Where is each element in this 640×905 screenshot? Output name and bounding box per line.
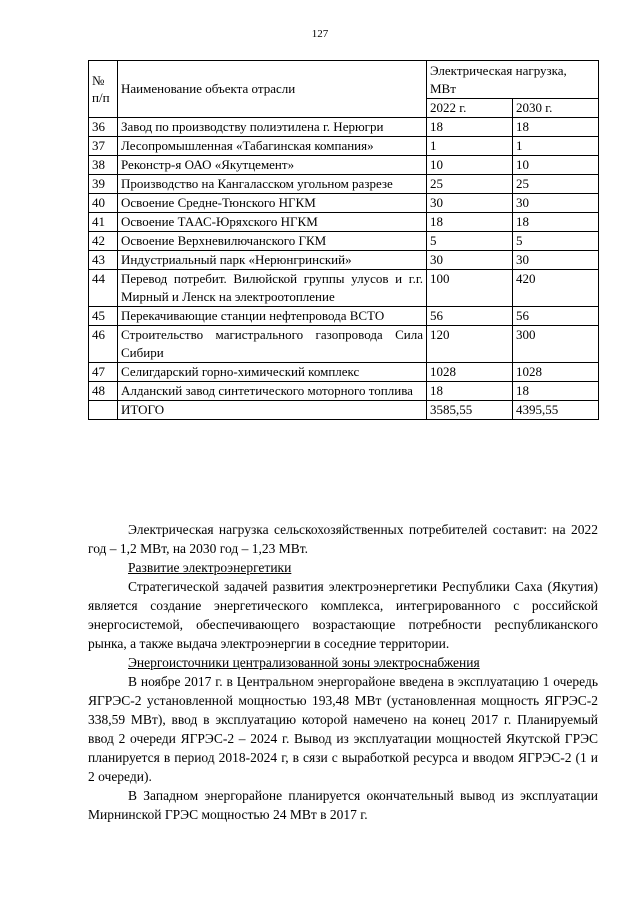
row-value-2022: 56 xyxy=(427,307,513,326)
row-value-2030: 1 xyxy=(513,137,599,156)
table-total-row xyxy=(89,401,599,420)
paragraph-western-region: В Западном энергорайоне планируется окончательный вывод из эксплуатации Мирнинской ГРЭС мощностью 24 МВт в 2017 г. xyxy=(88,788,598,822)
row-value-2022: 5 xyxy=(427,232,513,251)
table-row xyxy=(89,382,599,401)
row-num: 36 xyxy=(89,118,118,137)
heading-development: Развитие электроэнергетики xyxy=(128,560,292,575)
table-row xyxy=(89,137,599,156)
table-row xyxy=(89,194,599,213)
header-num: № п/п xyxy=(89,61,118,118)
row-name: Производство на Кангаласском угольном разрезе xyxy=(118,175,427,194)
row-num: 48 xyxy=(89,382,118,401)
total-label: ИТОГО xyxy=(118,401,427,420)
total-num xyxy=(89,401,118,420)
table-row xyxy=(89,251,599,270)
row-num: 37 xyxy=(89,137,118,156)
page-number: 127 xyxy=(311,28,329,40)
row-num: 44 xyxy=(89,270,118,307)
row-value-2022: 25 xyxy=(427,175,513,194)
row-value-2022: 100 xyxy=(427,270,513,307)
row-value-2022: 1 xyxy=(427,137,513,156)
row-value-2022: 120 xyxy=(427,326,513,363)
row-value-2030: 300 xyxy=(513,326,599,363)
row-name: Освоение Средне-Тюнского НГКМ xyxy=(118,194,427,213)
header-year-2030: 2030 г. xyxy=(513,99,599,118)
body-text xyxy=(88,520,598,824)
row-value-2030: 5 xyxy=(513,232,599,251)
row-num: 40 xyxy=(89,194,118,213)
row-name: Селигдарский горно-химический комплекс xyxy=(118,363,427,382)
row-value-2022: 18 xyxy=(427,213,513,232)
table-row xyxy=(89,363,599,382)
row-value-2022: 30 xyxy=(427,251,513,270)
table-row xyxy=(89,326,599,363)
row-value-2022: 1028 xyxy=(427,363,513,382)
row-value-2030: 1028 xyxy=(513,363,599,382)
row-value-2030: 420 xyxy=(513,270,599,307)
row-value-2022: 18 xyxy=(427,382,513,401)
heading-energy-sources: Энергоисточники централизованной зоны электроснабжения xyxy=(128,655,480,670)
row-value-2022: 10 xyxy=(427,156,513,175)
row-value-2030: 30 xyxy=(513,194,599,213)
row-value-2022: 30 xyxy=(427,194,513,213)
row-value-2030: 18 xyxy=(513,118,599,137)
table-row xyxy=(89,213,599,232)
row-num: 38 xyxy=(89,156,118,175)
row-num: 39 xyxy=(89,175,118,194)
row-name: Перекачивающие станции нефтепровода ВСТО xyxy=(118,307,427,326)
row-value-2030: 18 xyxy=(513,213,599,232)
total-2030: 4395,55 xyxy=(513,401,599,420)
power-load-table xyxy=(88,60,599,420)
paragraph-central-region: В ноябре 2017 г. в Центральном энергорайоне введена в эксплуатацию 1 очередь ЯГРЭС-2 установленной мощностью 193,48 МВт (установленная мощность ЯГРЭС-2 338,59 МВт), ввод в эксплуатацию которой намечено на конец 2017 г. Планируемый ввод 2 очереди ЯГРЭС-2 – 2024 г. Вывод из эксплуатации мощностей Якутской ГРЭС планируется в период 2018-2024 г, в сязи с выработкой ресурса и вводом ЯГРЭС-2 (1 и 2 очереди). xyxy=(88,674,598,784)
row-num: 47 xyxy=(89,363,118,382)
row-name: Алданский завод синтетического моторного топлива xyxy=(118,382,427,401)
paragraph-strategy: Стратегической задачей развития электроэнергетики Республики Саха (Якутия) является создание энергетического комплекса, интегрированного с российской энергосистемой, обеспечивающего возрастающие потребности республиканского рынка, а также выдача электроэнергии в соседние территории. xyxy=(88,579,598,651)
table-row xyxy=(89,156,599,175)
row-name: Лесопромышленная «Табагинская компания» xyxy=(118,137,427,156)
row-num: 41 xyxy=(89,213,118,232)
table-row xyxy=(89,175,599,194)
row-num: 43 xyxy=(89,251,118,270)
row-value-2030: 30 xyxy=(513,251,599,270)
row-name: Освоение ТААС-Юряхского НГКМ xyxy=(118,213,427,232)
row-num: 46 xyxy=(89,326,118,363)
row-value-2030: 18 xyxy=(513,382,599,401)
row-num: 45 xyxy=(89,307,118,326)
row-num: 42 xyxy=(89,232,118,251)
row-value-2022: 18 xyxy=(427,118,513,137)
table-row xyxy=(89,307,599,326)
paragraph-agri-load: Электрическая нагрузка сельскохозяйственных потребителей составит: на 2022 год – 1,2 МВт, на 2030 год – 1,23 МВт. xyxy=(88,522,598,556)
table-row xyxy=(89,270,599,307)
row-name: Перевод потребит. Вилюйской группы улусов и г.г. Мирный и Ленск на электроотопление xyxy=(118,270,427,307)
header-year-2022: 2022 г. xyxy=(427,99,513,118)
header-name: Наименование объекта отрасли xyxy=(118,61,427,118)
table-row xyxy=(89,232,599,251)
row-name: Строительство магистрального газопровода Сила Сибири xyxy=(118,326,427,363)
row-value-2030: 25 xyxy=(513,175,599,194)
row-name: Индустриальный парк «Нерюнгринский» xyxy=(118,251,427,270)
table-row xyxy=(89,118,599,137)
row-name: Завод по производству полиэтилена г. Нерюгри xyxy=(118,118,427,137)
total-2022: 3585,55 xyxy=(427,401,513,420)
header-load: Электрическая нагрузка, МВт xyxy=(427,61,599,99)
row-value-2030: 56 xyxy=(513,307,599,326)
row-name: Реконстр-я ОАО «Якутцемент» xyxy=(118,156,427,175)
row-value-2030: 10 xyxy=(513,156,599,175)
row-name: Освоение Верхневилючанского ГКМ xyxy=(118,232,427,251)
